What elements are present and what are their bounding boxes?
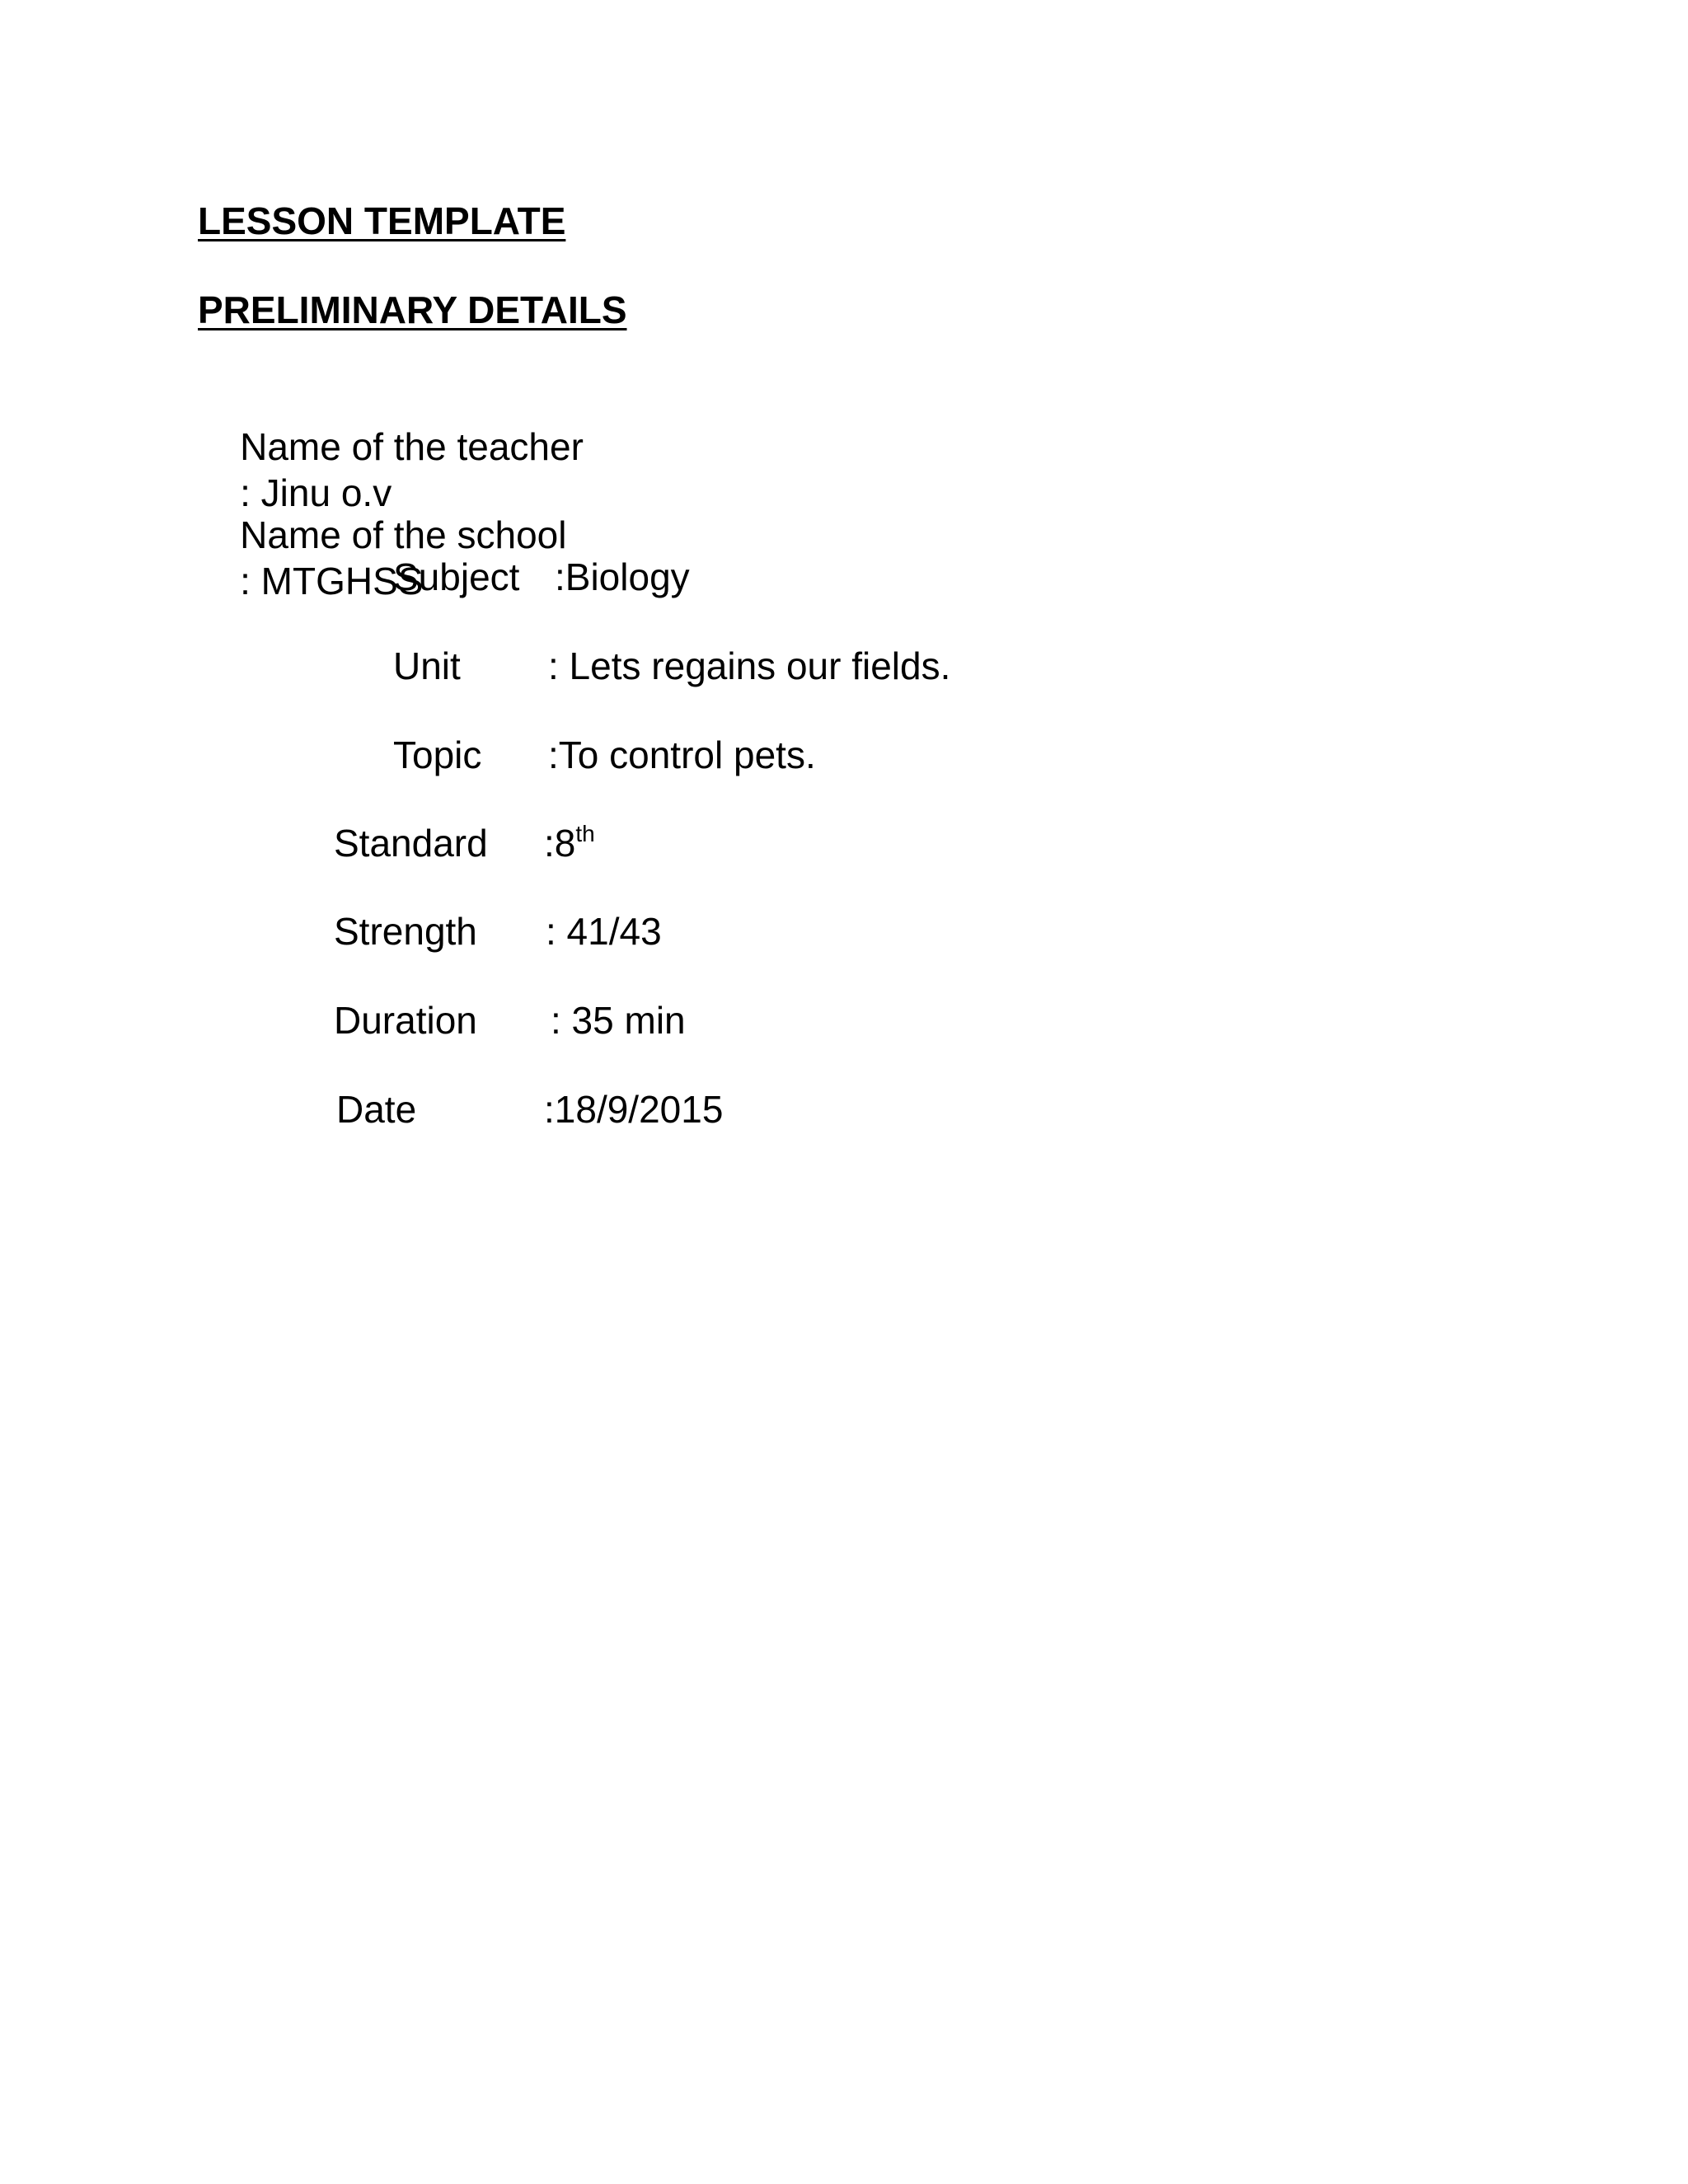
section-heading: PRELIMINARY DETAILS [198,288,627,331]
strength-label: Strength [334,910,477,953]
standard-value [544,820,595,866]
document-title: LESSON TEMPLATE [198,199,566,242]
subject-value: :Biology [555,555,690,598]
duration-label: Duration [334,999,477,1042]
standard-suffix: th [575,821,595,846]
teacher-value: : Jinu o.v [240,471,392,514]
topic-label: Topic [393,733,482,776]
unit-label: Unit [393,644,461,687]
duration-value: : 35 min [551,999,686,1042]
standard-number: :8 [544,822,576,865]
date-label: Date [336,1088,417,1131]
standard-label: Standard [334,822,488,865]
strength-value: : 41/43 [546,910,662,953]
school-value: : MTGHSS [240,560,424,602]
topic-value: :To control pets. [548,733,816,776]
school-label: Name of the school [240,513,567,556]
unit-value: : Lets regains our fields. [548,644,951,687]
date-value: :18/9/2015 [544,1088,724,1131]
subject-label: Subject [393,555,520,598]
teacher-label: Name of the teacher [240,425,584,468]
